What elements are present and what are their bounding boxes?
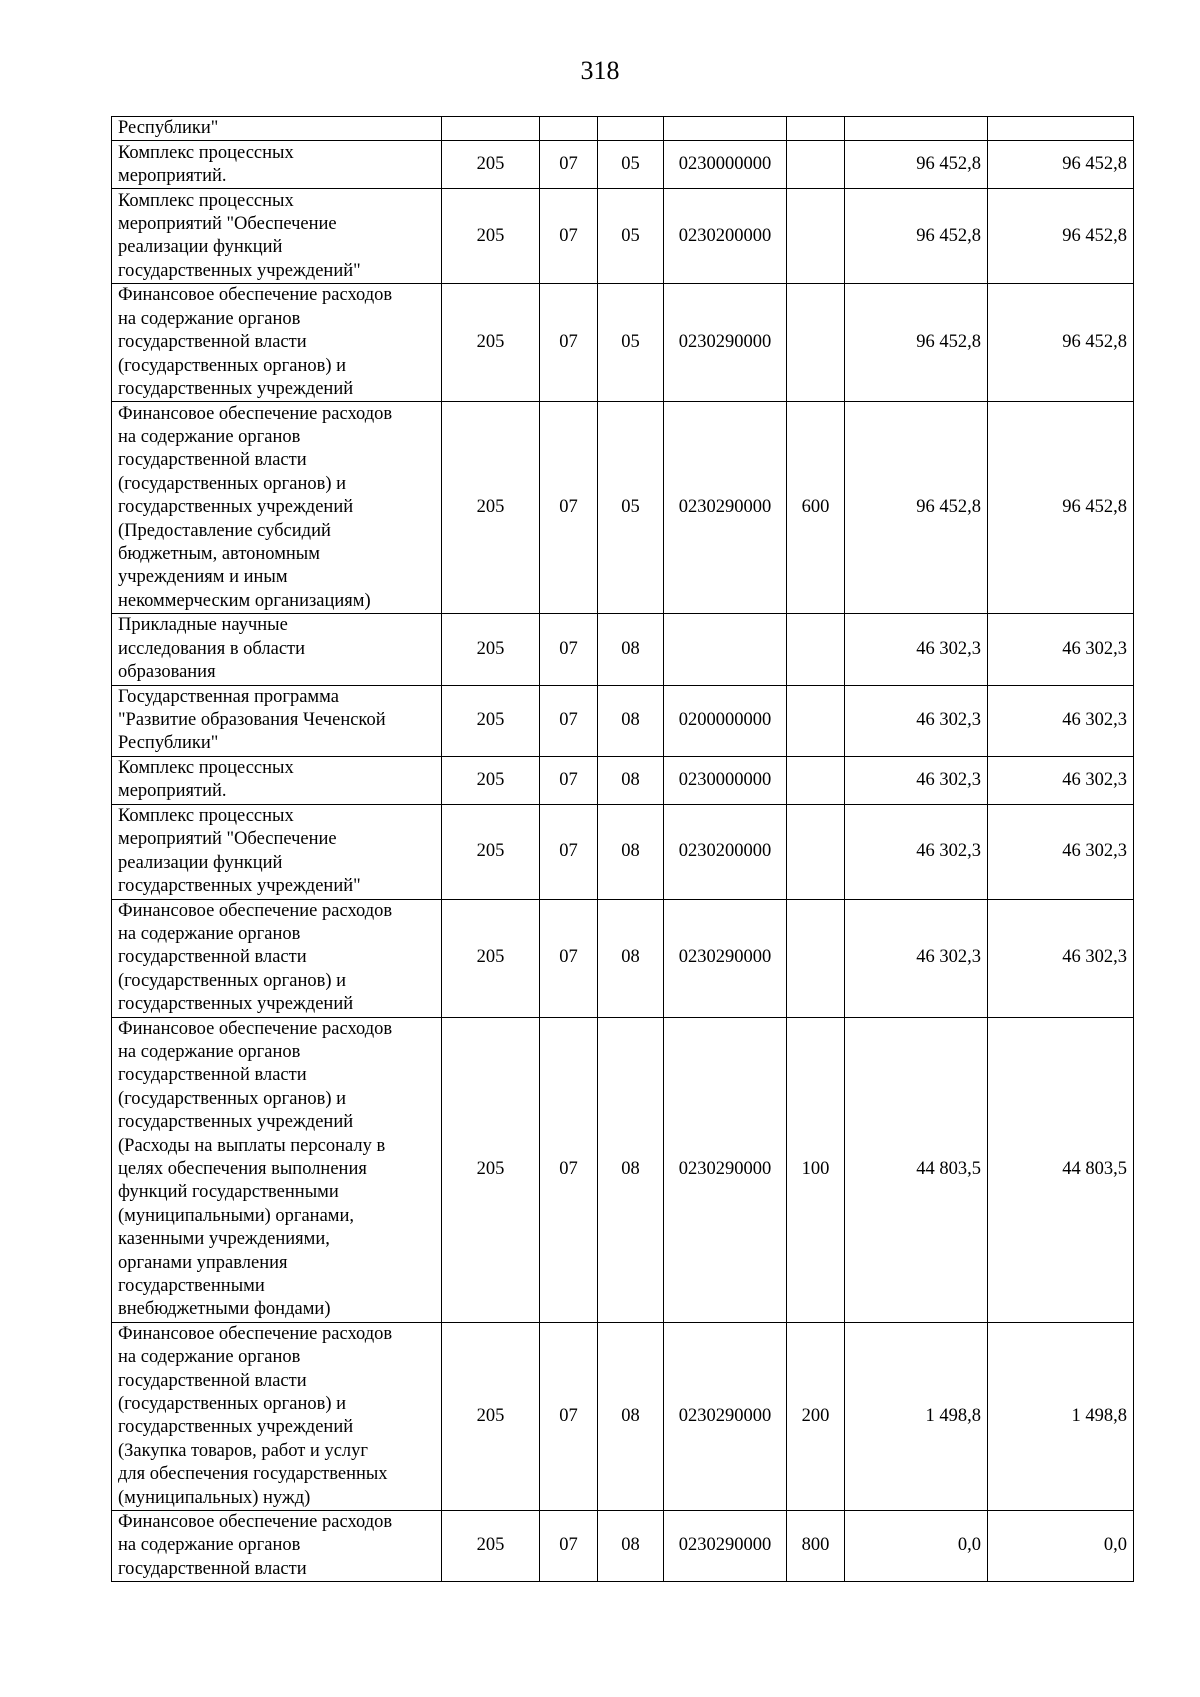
cell-target-article [664,614,787,685]
cell-section-code: 07 [540,1322,598,1510]
cell-admin-code [442,117,540,141]
cell-subsection-code: 08 [598,899,664,1017]
item-name-line: органами управления [118,1252,288,1273]
item-name-line: Финансовое обеспечение расходов [118,900,393,921]
cell-item-name [112,1017,442,1322]
cell-sum-year-1: 96 452,8 [845,402,988,614]
item-name-line: (государственных органов) и [118,355,347,376]
item-name-line: на содержание органов [118,427,301,448]
cell-section-code [540,117,598,141]
cell-expense-type [787,614,845,685]
cell-expense-type: 200 [787,1322,845,1510]
cell-target-article: 0200000000 [664,685,787,756]
item-name-line: (государственных органов) и [118,473,347,494]
item-name-line: Государственная программа [118,686,339,707]
cell-target-article: 0230200000 [664,804,787,899]
cell-item-name [112,402,442,614]
item-name-line: Финансовое обеспечение расходов [118,403,393,424]
cell-item-name [112,117,442,141]
item-name-line: государственных учреждений [118,994,354,1015]
item-name-line: государственных учреждений [118,497,354,518]
item-name-line: бюджетным, автономным [118,544,320,565]
item-name-line: Финансовое обеспечение расходов [118,1323,393,1344]
cell-subsection-code: 05 [598,284,664,402]
cell-sum-year-1 [845,117,988,141]
item-name-line: Республики" [118,118,219,138]
item-name-line: государственных учреждений [118,1417,354,1438]
cell-section-code: 07 [540,804,598,899]
item-name-line: на содержание органов [118,1347,301,1368]
cell-item-name [112,899,442,1017]
cell-sum-year-2: 96 452,8 [988,141,1134,189]
item-name-line: государственной власти [118,1065,307,1086]
table-row [112,614,1134,685]
cell-sum-year-1: 1 498,8 [845,1322,988,1510]
page-number: 318 [580,56,620,85]
item-name-line: (государственных органов) и [118,1088,347,1109]
cell-subsection-code: 08 [598,614,664,685]
cell-section-code: 07 [540,899,598,1017]
cell-sum-year-1: 96 452,8 [845,141,988,189]
cell-item-name [112,756,442,804]
cell-item-name [112,1511,442,1582]
cell-expense-type: 100 [787,1017,845,1322]
item-name-line: Финансовое обеспечение расходов [118,285,393,306]
item-name-line: казенными учреждениями, [118,1229,330,1250]
cell-section-code: 07 [540,685,598,756]
cell-admin-code: 205 [442,899,540,1017]
cell-expense-type [787,685,845,756]
cell-target-article [664,117,787,141]
cell-subsection-code: 08 [598,1511,664,1582]
cell-target-article: 0230000000 [664,756,787,804]
item-name-line: на содержание органов [118,1041,301,1062]
item-name-line: (Закупка товаров, работ и услуг [118,1440,368,1461]
cell-sum-year-1: 46 302,3 [845,614,988,685]
cell-sum-year-1: 46 302,3 [845,685,988,756]
table-row [112,685,1134,756]
cell-admin-code: 205 [442,284,540,402]
item-name-line: Комплекс процессных [118,142,294,163]
cell-admin-code: 205 [442,1322,540,1510]
cell-subsection-code: 05 [598,189,664,284]
cell-subsection-code: 08 [598,1322,664,1510]
cell-sum-year-1: 46 302,3 [845,756,988,804]
cell-expense-type [787,141,845,189]
cell-section-code: 07 [540,189,598,284]
cell-target-article: 0230290000 [664,402,787,614]
item-name-line: реализации функций [118,852,283,873]
cell-sum-year-2: 0,0 [988,1511,1134,1582]
cell-sum-year-1: 96 452,8 [845,189,988,284]
item-name-line: на содержание органов [118,1535,301,1556]
cell-section-code: 07 [540,1511,598,1582]
cell-subsection-code: 08 [598,756,664,804]
item-name-line: Финансовое обеспечение расходов [118,1018,393,1039]
cell-sum-year-2: 46 302,3 [988,756,1134,804]
cell-subsection-code [598,117,664,141]
table-row [112,284,1134,402]
item-name-line: внебюджетными фондами) [118,1299,331,1320]
cell-expense-type [787,804,845,899]
item-name-line: (Расходы на выплаты персоналу в [118,1135,386,1156]
cell-admin-code: 205 [442,614,540,685]
cell-section-code: 07 [540,141,598,189]
budget-table [111,116,1134,1582]
table-row [112,141,1134,189]
table-row [112,804,1134,899]
table-row [112,1511,1134,1582]
cell-sum-year-1: 0,0 [845,1511,988,1582]
item-name-line: целях обеспечения выполнения [118,1158,367,1179]
cell-expense-type [787,284,845,402]
item-name-line: "Развитие образования Чеченской [118,710,386,731]
cell-sum-year-2 [988,117,1134,141]
item-name-line: государственной власти [118,1558,307,1579]
item-name-line: мероприятий "Обеспечение [118,214,337,234]
item-name-line: государственной власти [118,332,307,353]
item-name-line: (государственных органов) и [118,1394,347,1415]
cell-subsection-code: 05 [598,141,664,189]
cell-admin-code: 205 [442,189,540,284]
cell-expense-type [787,756,845,804]
cell-sum-year-2: 96 452,8 [988,189,1134,284]
item-name-line: государственных учреждений [118,379,354,400]
cell-expense-type [787,899,845,1017]
item-name-line: (Предоставление субсидий [118,520,331,541]
cell-section-code: 07 [540,614,598,685]
item-name-line: государственной власти [118,1370,307,1391]
cell-sum-year-2: 96 452,8 [988,284,1134,402]
cell-item-name [112,141,442,189]
cell-item-name [112,189,442,284]
item-name-line: некоммерческим организациям) [118,590,371,611]
item-name-line: для обеспечения государственных [118,1464,388,1485]
item-name-line: (муниципальными) органами, [118,1205,355,1226]
item-name-line: государственных учреждений" [118,260,361,281]
item-name-line: мероприятий. [118,165,227,186]
table-row [112,756,1134,804]
table-row [112,189,1134,284]
item-name-line: (государственных органов) и [118,970,347,991]
cell-item-name [112,685,442,756]
cell-section-code: 07 [540,402,598,614]
item-name-line: на содержание органов [118,923,301,944]
table-row [112,1017,1134,1322]
cell-sum-year-1: 46 302,3 [845,899,988,1017]
cell-target-article: 0230200000 [664,189,787,284]
cell-sum-year-2: 46 302,3 [988,804,1134,899]
table-row [112,899,1134,1017]
item-name-line: исследования в области [118,638,306,659]
table-row [112,402,1134,614]
cell-admin-code: 205 [442,756,540,804]
cell-target-article: 0230290000 [664,1511,787,1582]
cell-subsection-code: 08 [598,685,664,756]
cell-section-code: 07 [540,1017,598,1322]
item-name-line: Прикладные научные [118,615,288,636]
cell-sum-year-2: 1 498,8 [988,1322,1134,1510]
budget-table-body [112,117,1134,1582]
cell-target-article: 0230290000 [664,1322,787,1510]
cell-admin-code: 205 [442,804,540,899]
cell-admin-code: 205 [442,141,540,189]
table-row [112,1322,1134,1510]
cell-item-name [112,804,442,899]
table-row [112,117,1134,141]
item-name-line: на содержание органов [118,308,301,329]
cell-subsection-code: 08 [598,804,664,899]
item-name-line: образования [118,662,216,683]
cell-sum-year-2: 96 452,8 [988,402,1134,614]
cell-section-code: 07 [540,284,598,402]
cell-admin-code: 205 [442,1017,540,1322]
cell-expense-type [787,189,845,284]
item-name-line: государственной власти [118,450,307,471]
cell-sum-year-1: 44 803,5 [845,1017,988,1322]
cell-section-code: 07 [540,756,598,804]
item-name-line: (муниципальных) нужд) [118,1487,311,1508]
cell-subsection-code: 05 [598,402,664,614]
cell-admin-code: 205 [442,685,540,756]
cell-item-name [112,1322,442,1510]
cell-admin-code: 205 [442,1511,540,1582]
cell-expense-type [787,117,845,141]
cell-sum-year-2: 46 302,3 [988,614,1134,685]
item-name-line: учреждениям и иным [118,567,288,588]
cell-item-name [112,614,442,685]
cell-target-article: 0230290000 [664,899,787,1017]
item-name-line: Комплекс процессных [118,190,294,211]
cell-target-article: 0230000000 [664,141,787,189]
cell-expense-type: 600 [787,402,845,614]
item-name-line: мероприятий "Обеспечение [118,829,337,850]
cell-sum-year-2: 46 302,3 [988,685,1134,756]
item-name-line: государственными [118,1276,265,1296]
cell-sum-year-1: 96 452,8 [845,284,988,402]
item-name-line: Республики" [118,733,219,754]
cell-target-article: 0230290000 [664,1017,787,1322]
item-name-line: мероприятий. [118,781,227,802]
item-name-line: Комплекс процессных [118,757,294,778]
item-name-line: реализации функций [118,237,283,258]
cell-sum-year-2: 44 803,5 [988,1017,1134,1322]
item-name-line: государственных учреждений" [118,876,361,897]
cell-target-article: 0230290000 [664,284,787,402]
cell-sum-year-2: 46 302,3 [988,899,1134,1017]
item-name-line: государственной власти [118,947,307,968]
cell-subsection-code: 08 [598,1017,664,1322]
cell-sum-year-1: 46 302,3 [845,804,988,899]
cell-admin-code: 205 [442,402,540,614]
item-name-line: Комплекс процессных [118,805,294,826]
cell-expense-type: 800 [787,1511,845,1582]
cell-item-name [112,284,442,402]
item-name-line: функций государственными [118,1182,339,1203]
item-name-line: Финансовое обеспечение расходов [118,1512,393,1533]
item-name-line: государственных учреждений [118,1112,354,1133]
